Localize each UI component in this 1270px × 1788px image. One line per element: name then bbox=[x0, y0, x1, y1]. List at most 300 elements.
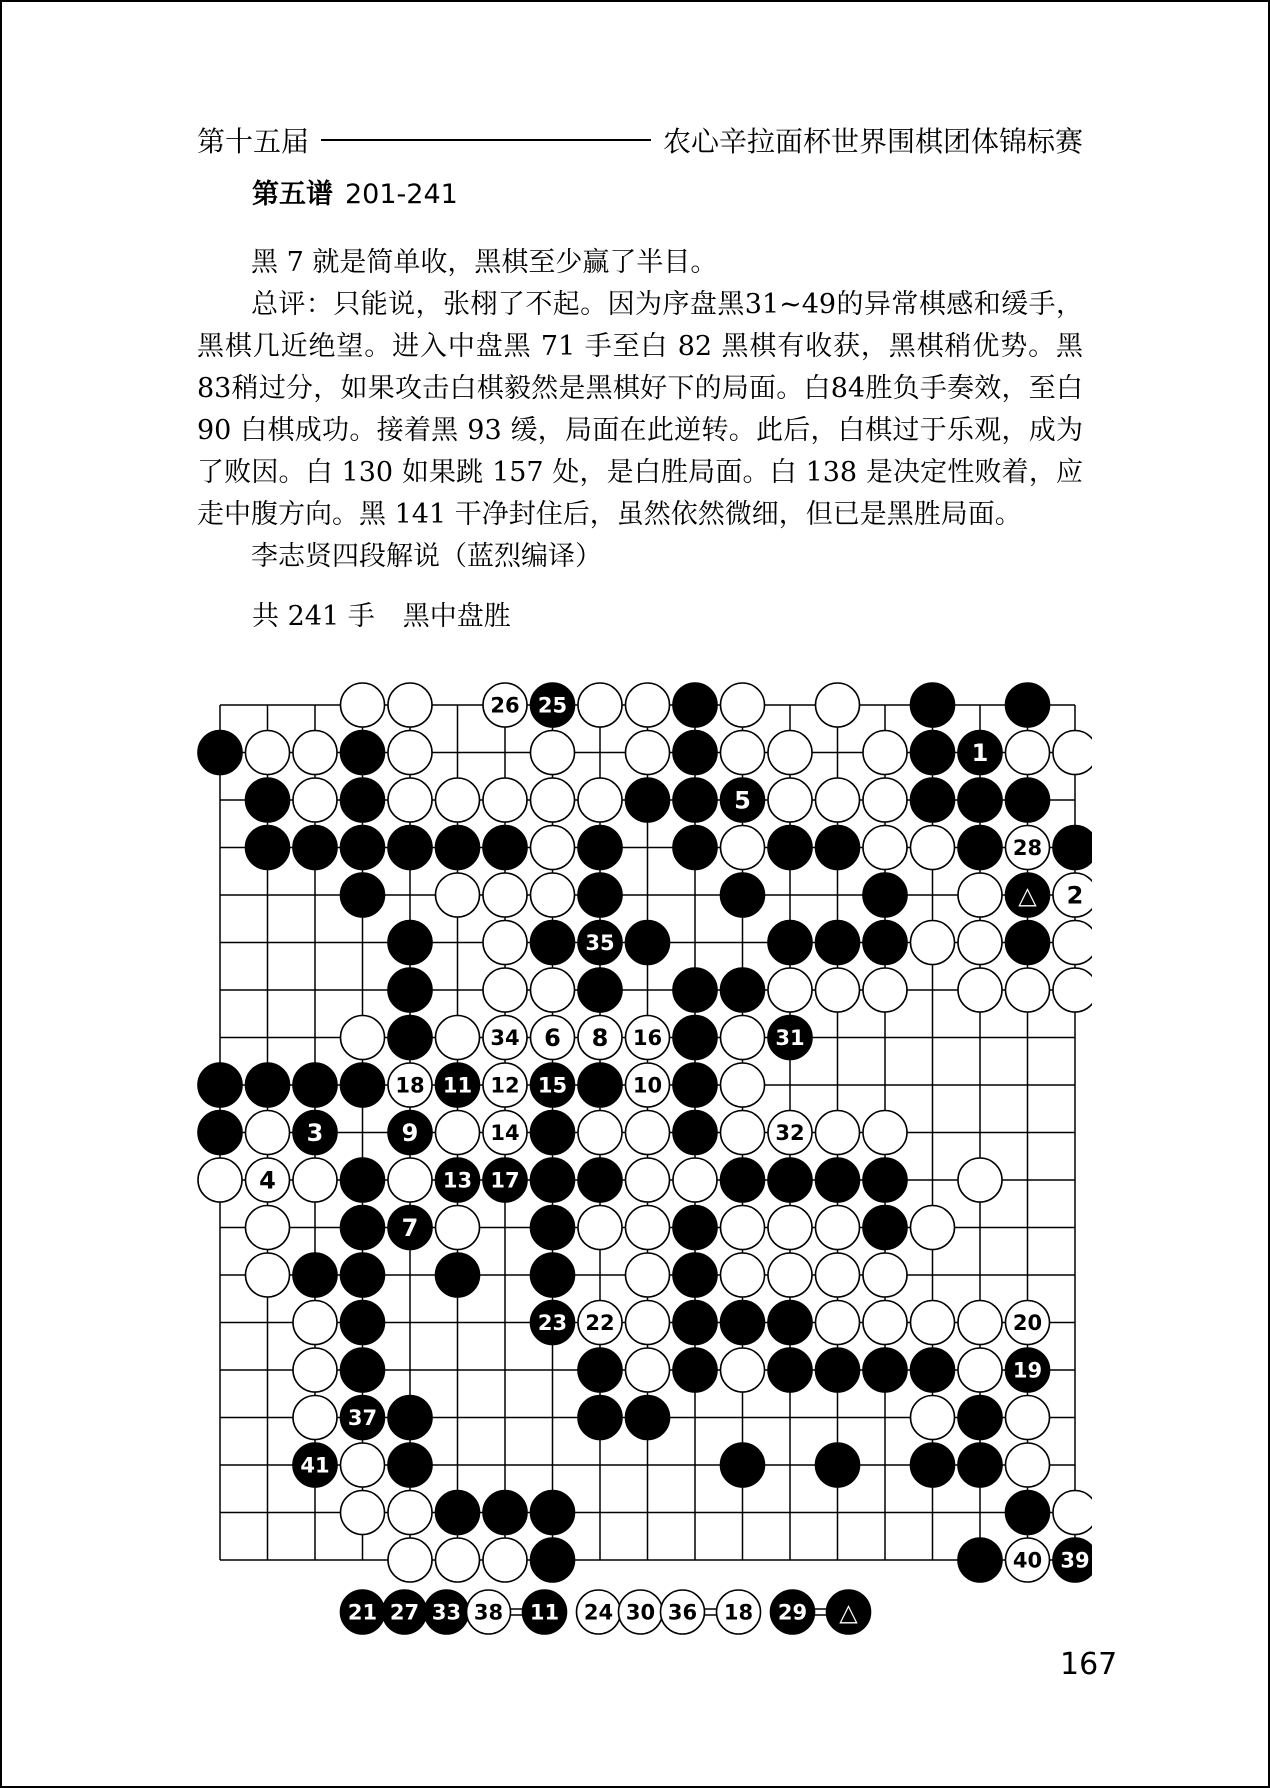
board-stone bbox=[816, 1111, 860, 1155]
board-stone bbox=[293, 1111, 337, 1155]
black-stone bbox=[816, 1348, 860, 1392]
black-stone bbox=[388, 1443, 432, 1487]
header-rule bbox=[321, 139, 651, 141]
board-stone bbox=[863, 826, 907, 870]
black-stone bbox=[863, 1348, 907, 1392]
white-stone bbox=[958, 1158, 1002, 1202]
move-number: 40 bbox=[1012, 1548, 1043, 1573]
move-number: 4 bbox=[259, 1166, 276, 1195]
board-stone bbox=[1006, 921, 1050, 965]
board-stone bbox=[816, 826, 860, 870]
move-number: △ bbox=[1018, 881, 1037, 910]
board-stone bbox=[483, 778, 527, 822]
black-stone bbox=[578, 1158, 622, 1202]
board-stone bbox=[1006, 873, 1050, 917]
move-number: 24 bbox=[583, 1600, 614, 1625]
board-stone bbox=[578, 778, 622, 822]
black-stone bbox=[578, 1396, 622, 1440]
board-stone bbox=[768, 1158, 812, 1202]
board-stone bbox=[1053, 731, 1092, 775]
white-stone bbox=[721, 683, 765, 727]
board-stone bbox=[911, 1348, 955, 1392]
white-stone bbox=[531, 873, 575, 917]
black-stone bbox=[626, 921, 670, 965]
running-header bbox=[197, 120, 1083, 160]
board-stone bbox=[721, 778, 765, 822]
white-stone bbox=[341, 1491, 385, 1535]
board-stone bbox=[1006, 968, 1050, 1012]
board-stone bbox=[436, 1063, 480, 1107]
white-stone bbox=[958, 1348, 1002, 1392]
board-stone bbox=[388, 1396, 432, 1440]
black-stone bbox=[1006, 683, 1050, 727]
board-stone bbox=[388, 1443, 432, 1487]
board-stone bbox=[863, 1206, 907, 1250]
board-stone bbox=[816, 778, 860, 822]
black-stone bbox=[816, 826, 860, 870]
board-stone bbox=[721, 1111, 765, 1155]
board-stone bbox=[341, 1063, 385, 1107]
board-stone bbox=[293, 1348, 337, 1392]
move-number: 3 bbox=[306, 1119, 324, 1148]
board-stone bbox=[816, 683, 860, 727]
white-stone bbox=[436, 873, 480, 917]
board-stone bbox=[483, 1063, 527, 1107]
board-stone bbox=[531, 1016, 575, 1060]
black-stone bbox=[768, 921, 812, 965]
board-stone bbox=[673, 778, 717, 822]
white-stone bbox=[293, 731, 337, 775]
black-stone bbox=[673, 1063, 717, 1107]
white-stone bbox=[626, 1158, 670, 1202]
board-stone bbox=[293, 826, 337, 870]
white-stone bbox=[768, 1206, 812, 1250]
board-stone bbox=[578, 968, 622, 1012]
game-summary bbox=[252, 594, 511, 633]
white-stone bbox=[673, 1158, 717, 1202]
board-stone bbox=[816, 921, 860, 965]
board-stone bbox=[721, 683, 765, 727]
footnote-stone bbox=[341, 1590, 385, 1634]
white-stone bbox=[246, 1111, 290, 1155]
black-stone bbox=[1006, 1491, 1050, 1535]
board-stone bbox=[436, 1016, 480, 1060]
board-stone bbox=[531, 778, 575, 822]
white-stone bbox=[768, 968, 812, 1012]
board-stone bbox=[911, 1443, 955, 1487]
board-stone bbox=[863, 778, 907, 822]
board-stone bbox=[578, 873, 622, 917]
white-stone bbox=[578, 778, 622, 822]
board-stone bbox=[388, 826, 432, 870]
board-stone bbox=[816, 1253, 860, 1297]
board-stone bbox=[721, 731, 765, 775]
white-stone bbox=[626, 1301, 670, 1345]
board-stone bbox=[293, 1301, 337, 1345]
white-stone bbox=[626, 683, 670, 727]
white-stone bbox=[816, 1206, 860, 1250]
white-stone bbox=[911, 826, 955, 870]
white-stone bbox=[531, 778, 575, 822]
white-stone bbox=[1053, 921, 1092, 965]
black-stone bbox=[958, 1443, 1002, 1487]
white-stone bbox=[911, 921, 955, 965]
black-stone bbox=[531, 1158, 575, 1202]
black-stone bbox=[341, 1206, 385, 1250]
board-stone bbox=[768, 1016, 812, 1060]
board-stone bbox=[531, 1253, 575, 1297]
board-stone bbox=[768, 1206, 812, 1250]
white-stone bbox=[436, 1016, 480, 1060]
black-stone bbox=[341, 1301, 385, 1345]
move-number: 38 bbox=[473, 1600, 504, 1625]
black-stone bbox=[1053, 826, 1092, 870]
black-stone bbox=[531, 1491, 575, 1535]
white-stone bbox=[863, 826, 907, 870]
board-stone bbox=[531, 731, 575, 775]
white-stone bbox=[721, 826, 765, 870]
footnote-row bbox=[341, 1590, 871, 1634]
black-stone bbox=[531, 1253, 575, 1297]
board-stone bbox=[816, 1301, 860, 1345]
board-stone bbox=[768, 826, 812, 870]
board-stone bbox=[436, 1538, 480, 1582]
board-stone bbox=[911, 826, 955, 870]
white-stone bbox=[626, 1253, 670, 1297]
commentary-credit: 李志贤四段解说（蓝烈编译） bbox=[251, 541, 602, 572]
board-stone bbox=[436, 1491, 480, 1535]
black-stone bbox=[768, 1158, 812, 1202]
board-stone bbox=[531, 921, 575, 965]
black-stone bbox=[293, 826, 337, 870]
board-stone bbox=[911, 1301, 955, 1345]
white-stone bbox=[1006, 1443, 1050, 1487]
white-stone bbox=[1006, 968, 1050, 1012]
board-stone bbox=[911, 731, 955, 775]
board-stone bbox=[958, 873, 1002, 917]
board-stone bbox=[1006, 731, 1050, 775]
white-stone bbox=[293, 1348, 337, 1392]
board-stone bbox=[958, 1348, 1002, 1392]
black-stone bbox=[911, 1443, 955, 1487]
board-stone bbox=[673, 826, 717, 870]
black-stone bbox=[626, 778, 670, 822]
white-stone bbox=[1053, 968, 1092, 1012]
move-number: 8 bbox=[591, 1024, 609, 1053]
black-stone bbox=[388, 1016, 432, 1060]
board-stone bbox=[626, 778, 670, 822]
board-stone bbox=[768, 1301, 812, 1345]
black-stone bbox=[436, 826, 480, 870]
white-stone bbox=[958, 1301, 1002, 1345]
black-stone bbox=[246, 826, 290, 870]
board-stone bbox=[958, 778, 1002, 822]
board-stone bbox=[626, 1396, 670, 1440]
black-stone bbox=[578, 1348, 622, 1392]
board-stone bbox=[341, 1396, 385, 1440]
board-stone bbox=[863, 873, 907, 917]
black-stone bbox=[578, 1063, 622, 1107]
board-stone bbox=[531, 1111, 575, 1155]
board-stone bbox=[578, 1111, 622, 1155]
board-stone bbox=[341, 873, 385, 917]
white-stone bbox=[341, 683, 385, 727]
board-stone bbox=[863, 921, 907, 965]
black-stone bbox=[198, 1063, 242, 1107]
board-stone bbox=[246, 1206, 290, 1250]
board-stone bbox=[721, 1348, 765, 1392]
board-stone bbox=[958, 731, 1002, 775]
board-stone bbox=[341, 1206, 385, 1250]
board-stone bbox=[198, 1063, 242, 1107]
board-stone bbox=[626, 1253, 670, 1297]
board-stone bbox=[293, 1396, 337, 1440]
move-number: 9 bbox=[401, 1119, 419, 1148]
black-stone bbox=[341, 778, 385, 822]
commentary bbox=[197, 242, 1083, 578]
white-stone bbox=[483, 778, 527, 822]
board-stone bbox=[863, 731, 907, 775]
move-number: 36 bbox=[667, 1600, 698, 1625]
move-number: 10 bbox=[632, 1073, 663, 1098]
board-stone bbox=[578, 1301, 622, 1345]
board-stone bbox=[626, 683, 670, 727]
white-stone bbox=[1006, 731, 1050, 775]
move-number: 25 bbox=[537, 693, 568, 718]
black-stone bbox=[531, 1206, 575, 1250]
board-stone bbox=[1006, 1538, 1050, 1582]
black-stone bbox=[626, 1396, 670, 1440]
black-stone bbox=[911, 731, 955, 775]
white-stone bbox=[531, 731, 575, 775]
board-stone bbox=[388, 1158, 432, 1202]
board-stone bbox=[246, 1111, 290, 1155]
white-stone bbox=[1053, 731, 1092, 775]
black-stone bbox=[198, 731, 242, 775]
white-stone bbox=[341, 1016, 385, 1060]
white-stone bbox=[958, 921, 1002, 965]
footnote-stone bbox=[425, 1590, 469, 1634]
move-number: 37 bbox=[347, 1406, 378, 1431]
board-stone bbox=[388, 921, 432, 965]
footnote-stone bbox=[383, 1590, 427, 1634]
board-stone bbox=[673, 1348, 717, 1392]
board-stone bbox=[246, 1253, 290, 1297]
black-stone bbox=[388, 826, 432, 870]
move-number: 35 bbox=[585, 931, 615, 956]
board-stone bbox=[531, 968, 575, 1012]
white-stone bbox=[293, 1158, 337, 1202]
black-stone bbox=[673, 1253, 717, 1297]
board-stone bbox=[673, 1111, 717, 1155]
board-stone bbox=[341, 1443, 385, 1487]
move-number: 17 bbox=[490, 1168, 520, 1193]
board-stone bbox=[816, 1158, 860, 1202]
move-number: 21 bbox=[347, 1600, 378, 1625]
board-stone bbox=[721, 826, 765, 870]
board-stone bbox=[341, 778, 385, 822]
move-number: 20 bbox=[1012, 1311, 1043, 1336]
board-stone bbox=[911, 778, 955, 822]
board-stone bbox=[958, 1396, 1002, 1440]
board-stone bbox=[911, 1206, 955, 1250]
black-stone bbox=[531, 1111, 575, 1155]
black-stone bbox=[673, 1301, 717, 1345]
board-stone bbox=[436, 826, 480, 870]
white-stone bbox=[863, 1253, 907, 1297]
board-stone bbox=[388, 1491, 432, 1535]
board-stone bbox=[721, 1253, 765, 1297]
white-stone bbox=[816, 1301, 860, 1345]
white-stone bbox=[436, 1206, 480, 1250]
black-stone bbox=[673, 683, 717, 727]
black-stone bbox=[863, 1158, 907, 1202]
board-stone bbox=[1006, 1491, 1050, 1535]
move-number: 39 bbox=[1060, 1548, 1090, 1573]
board-stone bbox=[863, 1253, 907, 1297]
white-stone bbox=[863, 778, 907, 822]
board-stone bbox=[436, 1111, 480, 1155]
move-number: 11 bbox=[442, 1073, 473, 1098]
move-number: 5 bbox=[734, 786, 751, 815]
board-stone bbox=[341, 1158, 385, 1202]
black-stone bbox=[246, 1063, 290, 1107]
board-stone bbox=[673, 1206, 717, 1250]
white-stone bbox=[388, 683, 432, 727]
white-stone bbox=[958, 873, 1002, 917]
board-stone bbox=[1053, 826, 1092, 870]
board-stone bbox=[768, 731, 812, 775]
board-stone bbox=[673, 1016, 717, 1060]
black-stone bbox=[816, 1158, 860, 1202]
black-stone bbox=[531, 1538, 575, 1582]
black-stone bbox=[436, 1491, 480, 1535]
board-stone bbox=[578, 683, 622, 727]
board-stone bbox=[1053, 873, 1092, 917]
board-stone bbox=[198, 1111, 242, 1155]
black-stone bbox=[958, 826, 1002, 870]
board-stone bbox=[388, 1206, 432, 1250]
black-stone bbox=[341, 1253, 385, 1297]
white-stone bbox=[578, 1206, 622, 1250]
black-stone bbox=[911, 778, 955, 822]
footnote-stone bbox=[827, 1590, 871, 1634]
section-title bbox=[252, 172, 458, 211]
move-number: 30 bbox=[625, 1600, 656, 1625]
black-stone bbox=[721, 968, 765, 1012]
board-stone bbox=[578, 1063, 622, 1107]
white-stone bbox=[293, 1396, 337, 1440]
board-stone bbox=[483, 921, 527, 965]
board-stone bbox=[721, 968, 765, 1012]
white-stone bbox=[721, 1016, 765, 1060]
commentary-paragraph: 黑 7 就是简单收，黑棋至少赢了半目。 bbox=[251, 247, 718, 278]
white-stone bbox=[863, 968, 907, 1012]
white-stone bbox=[1006, 1396, 1050, 1440]
board-stone bbox=[293, 778, 337, 822]
black-stone bbox=[673, 731, 717, 775]
move-number: 12 bbox=[490, 1073, 520, 1098]
white-stone bbox=[768, 778, 812, 822]
move-number: 27 bbox=[389, 1600, 420, 1625]
black-stone bbox=[341, 1158, 385, 1202]
black-stone bbox=[768, 1301, 812, 1345]
board-stone bbox=[293, 1158, 337, 1202]
board-stone bbox=[1006, 1396, 1050, 1440]
board-stone bbox=[531, 1158, 575, 1202]
board-stone bbox=[246, 1063, 290, 1107]
white-stone bbox=[626, 1111, 670, 1155]
board-stone bbox=[531, 1063, 575, 1107]
move-number: 11 bbox=[529, 1600, 560, 1625]
board-stone bbox=[673, 683, 717, 727]
white-stone bbox=[578, 683, 622, 727]
white-stone bbox=[246, 1253, 290, 1297]
black-stone bbox=[958, 1396, 1002, 1440]
white-stone bbox=[721, 1253, 765, 1297]
white-stone bbox=[531, 826, 575, 870]
black-stone bbox=[863, 921, 907, 965]
move-number: 19 bbox=[1012, 1358, 1043, 1383]
white-stone bbox=[911, 1206, 955, 1250]
board-stone bbox=[578, 1206, 622, 1250]
board-stone bbox=[531, 1206, 575, 1250]
black-stone bbox=[246, 778, 290, 822]
board-stone bbox=[816, 1348, 860, 1392]
board-stone bbox=[578, 921, 622, 965]
board-stone bbox=[341, 826, 385, 870]
footnote-stone bbox=[771, 1590, 815, 1634]
board-stone bbox=[198, 731, 242, 775]
black-stone bbox=[436, 1253, 480, 1297]
board-stone bbox=[388, 1538, 432, 1582]
board-stone bbox=[1006, 683, 1050, 727]
white-stone bbox=[816, 968, 860, 1012]
white-stone bbox=[436, 1111, 480, 1155]
board-stone bbox=[958, 826, 1002, 870]
black-stone bbox=[816, 1443, 860, 1487]
move-number: 2 bbox=[1066, 881, 1084, 910]
board-stone bbox=[768, 968, 812, 1012]
black-stone bbox=[483, 1491, 527, 1535]
board-stone bbox=[626, 1016, 670, 1060]
board-stone bbox=[341, 1348, 385, 1392]
board-stone bbox=[768, 921, 812, 965]
move-number: 31 bbox=[775, 1026, 805, 1051]
section-name: 第五谱 bbox=[252, 179, 333, 210]
board-stone bbox=[531, 826, 575, 870]
board-stone bbox=[721, 1301, 765, 1345]
move-number: 32 bbox=[775, 1121, 805, 1146]
white-stone bbox=[483, 1538, 527, 1582]
board-stone bbox=[388, 1063, 432, 1107]
black-stone bbox=[721, 1443, 765, 1487]
board-stone bbox=[863, 1348, 907, 1392]
board-stone bbox=[626, 1206, 670, 1250]
board-stone bbox=[863, 1301, 907, 1345]
board-stone bbox=[673, 1301, 717, 1345]
move-number: 6 bbox=[544, 1024, 561, 1053]
white-stone bbox=[341, 1443, 385, 1487]
move-number: 14 bbox=[490, 1121, 520, 1146]
board-stone bbox=[436, 873, 480, 917]
board-stone bbox=[388, 1016, 432, 1060]
black-stone bbox=[958, 778, 1002, 822]
board-stone bbox=[958, 1538, 1002, 1582]
black-stone bbox=[341, 1063, 385, 1107]
board-stone bbox=[578, 1348, 622, 1392]
board-stone bbox=[721, 1158, 765, 1202]
